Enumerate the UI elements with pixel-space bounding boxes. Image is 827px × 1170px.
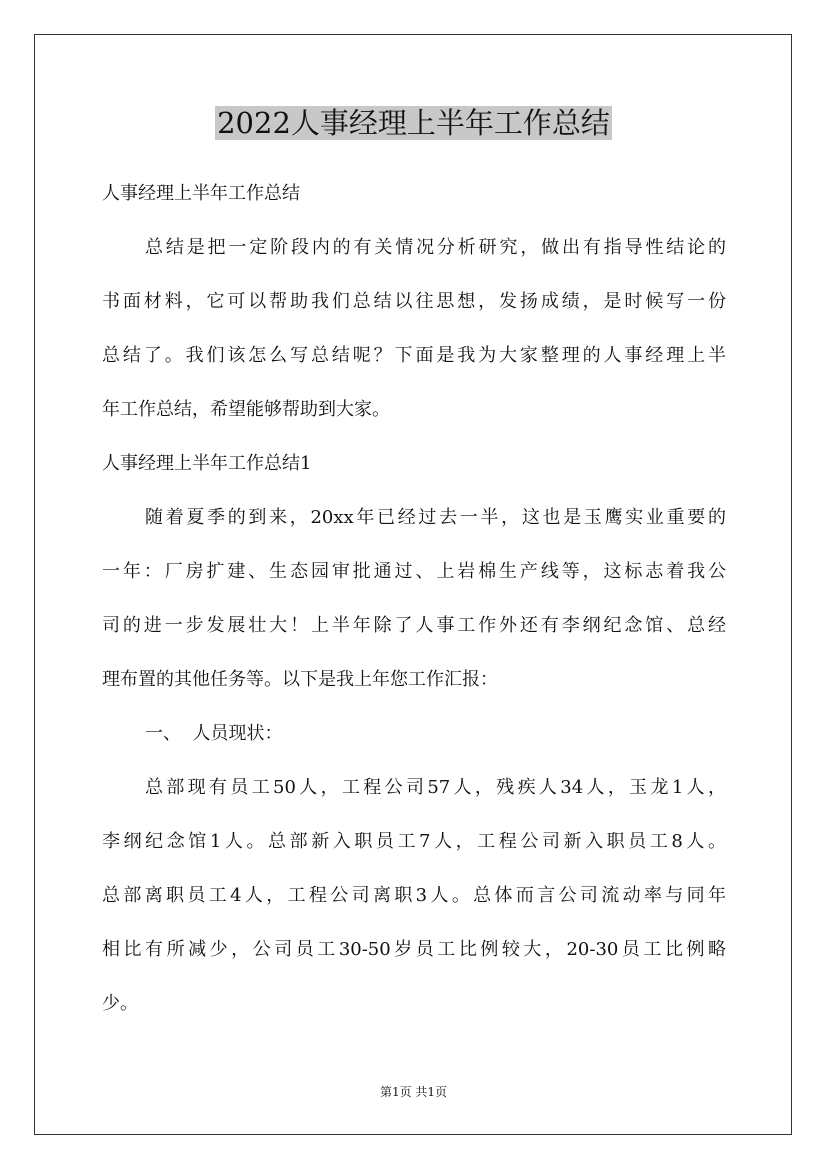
paragraph-line: 总部现有员工50人，工程公司57人，残疾人34人，玉龙1人， (145, 777, 726, 798)
subsection-heading: 一、 人员现状： (145, 723, 283, 744)
section-heading: 人事经理上半年工作总结1 (102, 453, 312, 474)
paragraph-line: 司的进一步发展壮大！上半年除了人事工作外还有李纲纪念馆、总经 (102, 615, 726, 636)
document-title-text: 2022人事经理上半年工作总结 (217, 106, 610, 140)
paragraph-line: 总结了。我们该怎么写总结呢？下面是我为大家整理的人事经理上半 (102, 345, 726, 366)
paragraph-line: 相比有所减少，公司员工30-50岁员工比例较大，20-30员工比例略 (102, 939, 726, 960)
section-heading: 人事经理上半年工作总结 (102, 183, 300, 204)
paragraph-line: 年工作总结，希望能够帮助到大家。 (102, 399, 390, 420)
paragraph-line: 随着夏季的到来，20xx年已经过去一半，这也是玉鹰实业重要的 (145, 507, 726, 528)
page-footer: 第1页 共1页 (379, 1085, 448, 1099)
paragraph-line: 书面材料，它可以帮助我们总结以往思想，发扬成绩，是时候写一份 (102, 291, 726, 312)
paragraph-line: 李纲纪念馆1人。总部新入职员工7人，工程公司新入职员工8人。 (102, 831, 726, 852)
paragraph-line: 理布置的其他任务等。以下是我上年您工作汇报： (102, 669, 498, 690)
document-title (0, 101, 827, 145)
paragraph-line: 一年：厂房扩建、生态园审批通过、上岩棉生产线等，这标志着我公 (102, 561, 726, 582)
paragraph-line: 总结是把一定阶段内的有关情况分析研究，做出有指导性结论的 (145, 237, 726, 258)
paragraph-line: 少。 (102, 993, 138, 1014)
paragraph-line: 总部离职员工4人，工程公司离职3人。总体而言公司流动率与同年 (102, 885, 726, 906)
